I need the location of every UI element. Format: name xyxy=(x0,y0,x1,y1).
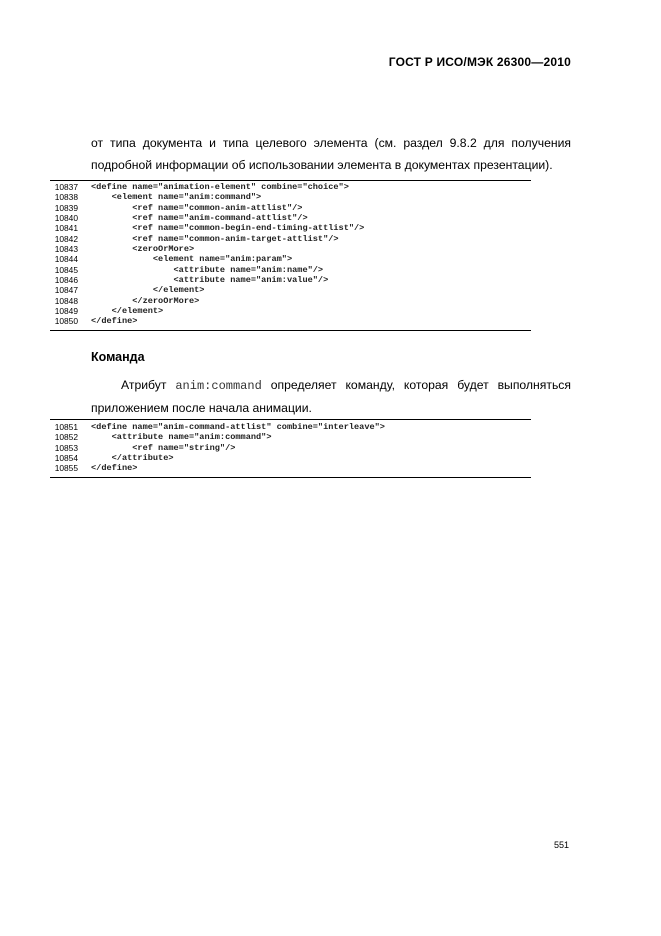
code-line xyxy=(40,296,571,306)
code-block-2 xyxy=(40,422,571,474)
para-text-after: определяет команду, которая будет выполняться приложением после начала анимации. xyxy=(91,378,571,415)
code-text: </define> xyxy=(91,463,138,474)
intro-paragraph: от типа документа и типа целевого элемента (см. раздел 9.8.2 для получения подробной информации об использовании элемента в документах презентации). xyxy=(91,136,571,172)
code-text: </zeroOrMore> xyxy=(91,295,200,306)
line-number: 10842 xyxy=(54,233,78,244)
code-line xyxy=(40,432,571,442)
code-text: </define> xyxy=(91,316,138,327)
code-line xyxy=(40,223,571,233)
line-number: 10853 xyxy=(54,442,78,453)
line-number: 10855 xyxy=(54,463,78,474)
line-number: 10854 xyxy=(54,453,78,464)
code-line xyxy=(40,463,571,473)
code-text: <define name="animation-element" combine="choice"> xyxy=(91,182,349,192)
code-line xyxy=(40,265,571,275)
line-number: 10844 xyxy=(54,254,78,265)
code-text: <element name="anim:param"> xyxy=(91,254,293,265)
line-number: 10849 xyxy=(54,306,78,317)
line-number: 10851 xyxy=(54,422,78,432)
line-number: 10845 xyxy=(54,264,78,275)
code-line xyxy=(40,275,571,285)
code-block-2-bottom-rule xyxy=(50,477,531,478)
code-line xyxy=(40,234,571,244)
code-line xyxy=(40,254,571,264)
para-text-before: Атрибут xyxy=(121,378,167,392)
code-text: <ref name="string"/> xyxy=(91,442,236,453)
code-text: <ref name="anim-command-attlist"/> xyxy=(91,213,308,224)
code-text: <ref name="common-anim-target-attlist"/> xyxy=(91,233,339,244)
code-line xyxy=(40,203,571,213)
code-text: <zeroOrMore> xyxy=(91,244,195,255)
code-text: <attribute name="anim:name"/> xyxy=(91,264,324,275)
code-line xyxy=(40,422,571,432)
line-number: 10843 xyxy=(54,244,78,255)
page-number: 551 xyxy=(553,840,569,850)
code-line xyxy=(40,316,571,326)
code-line xyxy=(40,306,571,316)
code-text: </element> xyxy=(91,285,205,296)
code-text: <ref name="common-begin-end-timing-attlist"/> xyxy=(91,223,365,234)
code-block-1 xyxy=(40,182,571,327)
line-number: 10847 xyxy=(54,285,78,296)
code-text: <element name="anim:command"> xyxy=(91,192,262,203)
line-number: 10837 xyxy=(54,182,78,192)
line-number: 10846 xyxy=(54,275,78,286)
code-line xyxy=(40,453,571,463)
line-number: 10848 xyxy=(54,295,78,306)
line-number: 10852 xyxy=(54,432,78,443)
code-line xyxy=(40,192,571,202)
para-inline-code: anim:command xyxy=(175,379,262,393)
line-number: 10839 xyxy=(54,202,78,213)
code-line xyxy=(40,213,571,223)
code-block-1-top-rule xyxy=(50,180,531,181)
code-text: </element> xyxy=(91,306,164,317)
code-line xyxy=(40,182,571,192)
code-text: </attribute> xyxy=(91,453,174,464)
line-number: 10850 xyxy=(54,316,78,327)
code-text: <define name="anim-command-attlist" combine="interleave"> xyxy=(91,422,385,432)
code-text: <attribute name="anim:value"/> xyxy=(91,275,329,286)
section-paragraph xyxy=(91,374,571,419)
code-line xyxy=(40,244,571,254)
document-header: ГОСТ Р ИСО/МЭК 26300—2010 xyxy=(388,55,571,69)
code-line xyxy=(40,285,571,295)
line-number: 10841 xyxy=(54,223,78,234)
line-number: 10840 xyxy=(54,213,78,224)
section-heading: Команда xyxy=(91,350,145,364)
code-block-1-bottom-rule xyxy=(50,330,531,331)
code-block-2-top-rule xyxy=(50,419,531,420)
code-text: <ref name="common-anim-attlist"/> xyxy=(91,202,303,213)
line-number: 10838 xyxy=(54,192,78,203)
code-text: <attribute name="anim:command"> xyxy=(91,432,272,443)
code-line xyxy=(40,443,571,453)
